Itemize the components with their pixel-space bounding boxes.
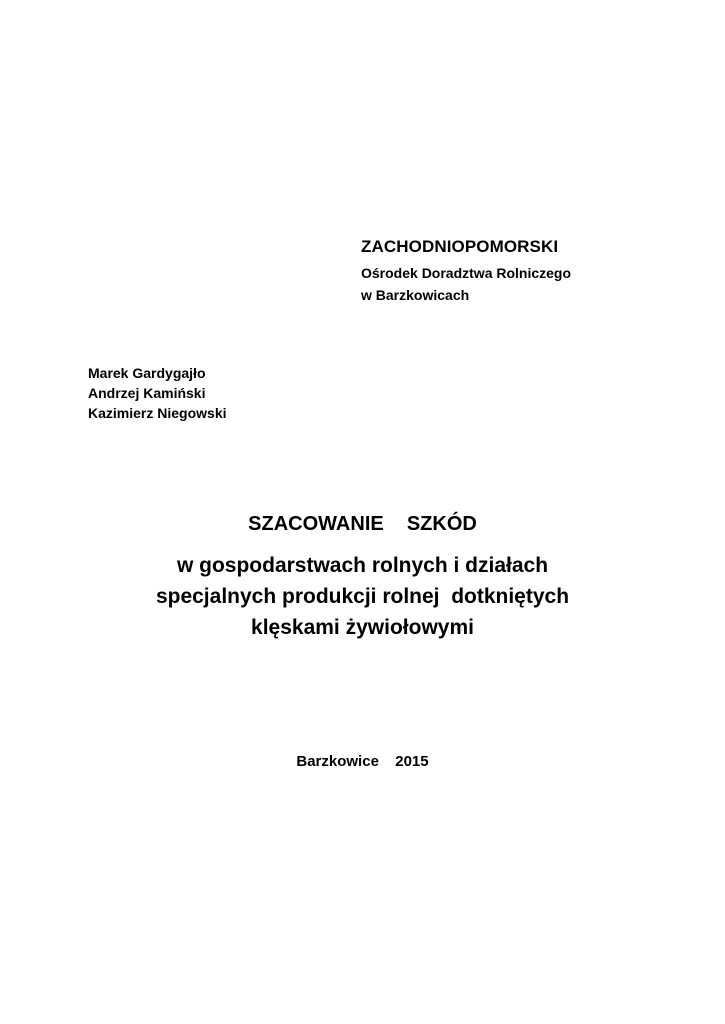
- author-name: Marek Gardygajło: [88, 365, 206, 381]
- institution-line-2: w Barzkowicach: [361, 287, 470, 303]
- authors-list: [88, 363, 227, 423]
- subtitle-line: specjalnych produkcji rolnej dotkniętych: [155, 585, 570, 608]
- subtitle: [0, 550, 725, 643]
- author-name: Kazimierz Niegowski: [88, 405, 227, 421]
- institution-line-1: Ośrodek Doradztwa Rolniczego: [361, 265, 572, 281]
- institution-name: ZACHODNIOPOMORSKI: [361, 237, 559, 256]
- main-title: SZACOWANIE SZKÓD: [248, 513, 477, 535]
- subtitle-line: klęskami żywiołowymi: [251, 616, 474, 639]
- place-year: Barzkowice 2015: [296, 753, 429, 770]
- subtitle-line: w gospodarstwach rolnych i działach: [176, 554, 549, 577]
- author-name: Andrzej Kamiński: [88, 385, 206, 401]
- title-block: [0, 510, 725, 643]
- institution-block: [361, 236, 571, 306]
